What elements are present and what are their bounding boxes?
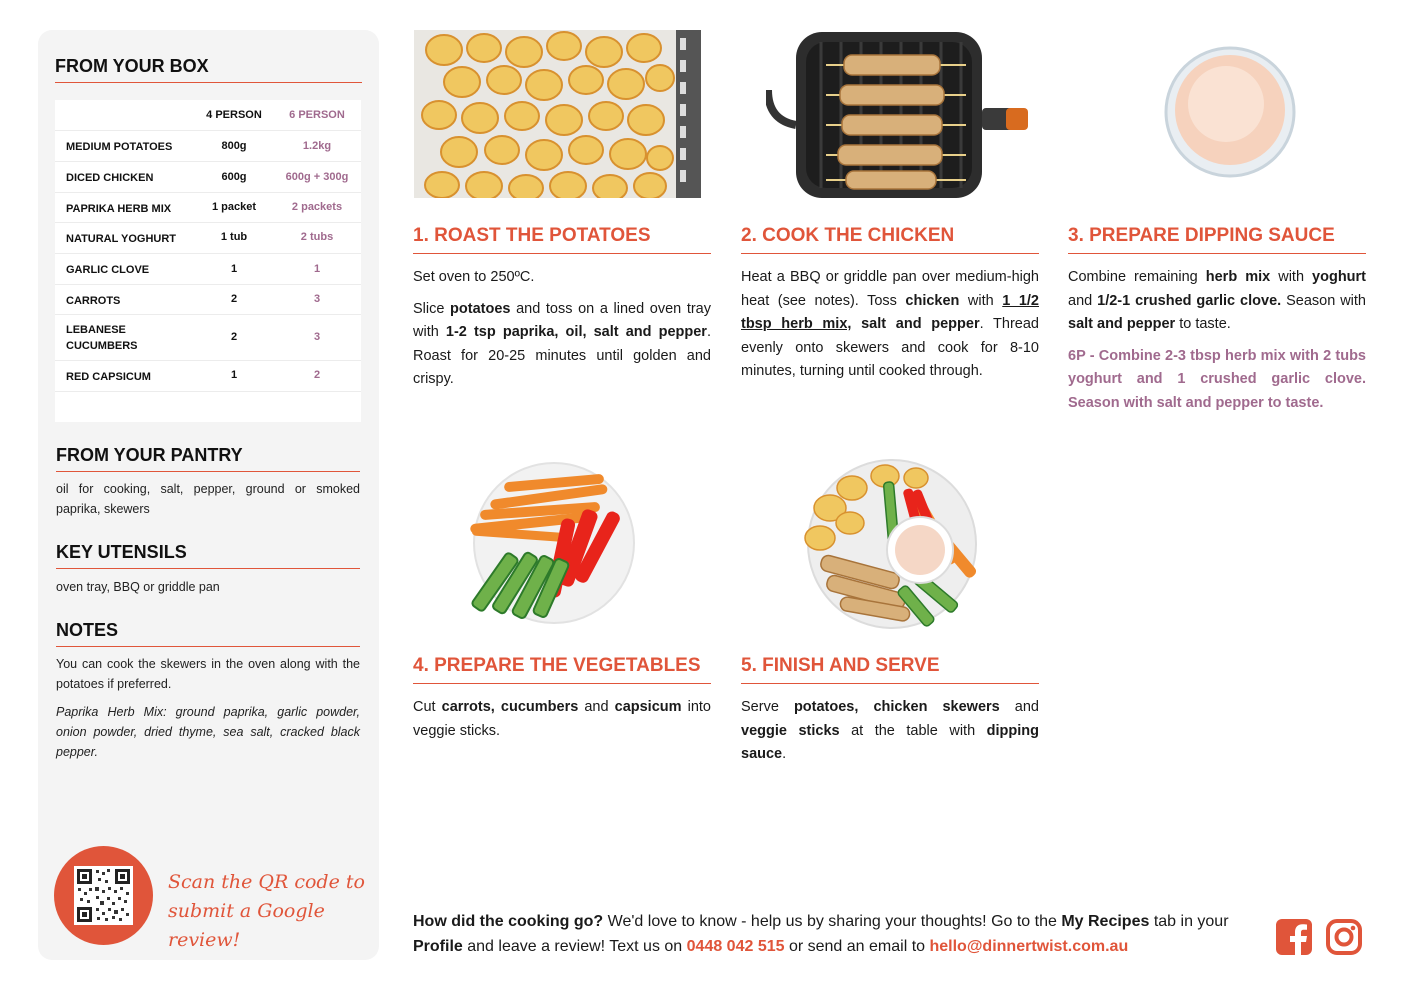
header-4-person: 4 PERSON: [206, 109, 262, 121]
text: with: [959, 292, 1003, 309]
qr-caption: [168, 868, 368, 955]
text: [851, 316, 861, 332]
qty-6-person: 2 tubs: [300, 231, 334, 243]
text: We'd love to know - help us by sharing your thoughts! Go to the: [603, 913, 1062, 930]
text: chicken: [905, 292, 960, 309]
phone-link[interactable]: 0448 042 515: [686, 938, 785, 955]
text: Slice: [413, 300, 451, 317]
from-your-box-title: FROM YOUR BOX: [55, 56, 362, 83]
ingredient-name: LEBANESE CUCUMBERS: [66, 324, 138, 352]
text: Serve: [741, 699, 794, 715]
text: with: [1270, 269, 1313, 285]
text: tab in your: [1149, 913, 1229, 930]
qty-4-person: 1: [230, 369, 238, 381]
text: dipping sauce: [741, 722, 1040, 762]
text: and: [999, 699, 1039, 715]
table-row: [55, 131, 361, 162]
utensils-text: oven tray, BBQ or griddle pan: [56, 580, 220, 594]
step-1-oven-line: Set oven to 250ºC.: [413, 269, 535, 285]
potatoes-photo: [414, 30, 701, 198]
chicken-griddle-photo: [766, 30, 1030, 198]
notes-text: You can cook the skewers in the oven along with the potatoes if preferred.: [56, 657, 360, 691]
text: yoghurt: [1312, 269, 1367, 285]
table-row: [55, 193, 361, 223]
text: Heat a BBQ or griddle pan over medium-high heat (see notes). Toss: [741, 269, 1039, 309]
qty-4-person: 600g: [221, 171, 247, 183]
text: veggie sticks: [741, 722, 840, 739]
text: potatoes: [450, 300, 511, 317]
qty-4-person: 1 packet: [211, 201, 257, 213]
instagram-icon[interactable]: [1325, 918, 1363, 956]
table-row: [55, 254, 361, 285]
qty-4-person: 1: [230, 263, 238, 275]
qr-code-icon[interactable]: [74, 866, 133, 925]
text: and: [578, 699, 615, 715]
qty-4-person: 1 tub: [220, 231, 248, 243]
step-4-instructions: [413, 696, 711, 743]
text: Cut: [413, 699, 442, 715]
text: to taste.: [1175, 316, 1231, 332]
qty-6-person: 2: [313, 369, 321, 381]
table-row: [55, 285, 361, 315]
table-row: [55, 361, 361, 392]
dipping-sauce-photo: [1160, 44, 1300, 180]
ingredient-name: CARROTS: [66, 295, 121, 307]
text: . Roast for 20-25 minutes until golden and crispy.: [413, 324, 711, 387]
step-1-title: 1. ROAST THE POTATOES: [413, 225, 711, 254]
text: Combine remaining: [1068, 269, 1206, 285]
text: 1/2-1 crushed garlic clove.: [1097, 292, 1282, 309]
ingredient-name: NATURAL YOGHURT: [66, 233, 176, 245]
step-3-body: [1068, 266, 1366, 423]
step-5-instructions: [741, 696, 1039, 767]
ingredient-name: PAPRIKA HERB MIX: [66, 203, 172, 215]
qr-caption-line-1: Scan the QR code to: [168, 871, 365, 893]
text: salt and pepper: [1068, 316, 1176, 332]
header-6-person: 6 PERSON: [289, 109, 345, 121]
step-3-six-person-note: 6P - Combine 2-3 tbsp herb mix with 2 tubs yoghurt and 1 crushed garlic clove. Season with salt and pepper to taste.: [1068, 347, 1366, 411]
ingredient-name: MEDIUM POTATOES: [66, 141, 173, 153]
qty-6-person: 3: [313, 293, 321, 305]
pantry-text: oil for cooking, salt, pepper, ground or smoked paprika, skewers: [56, 482, 360, 516]
review-footer: [413, 909, 1263, 959]
qty-6-person: 1: [313, 263, 321, 275]
qty-6-person: 3: [313, 331, 321, 343]
ingredients-panel: [38, 30, 379, 960]
ingredient-name: GARLIC CLOVE: [66, 264, 150, 276]
qty-6-person: 600g + 300g: [285, 171, 349, 183]
notes-title: NOTES: [56, 620, 360, 647]
table-row: [55, 223, 361, 254]
text: capsicum: [614, 699, 682, 715]
text: Season with: [1281, 292, 1366, 309]
text: potatoes, chicken skewers: [793, 699, 1000, 715]
step-1-body: [413, 266, 711, 400]
vegetables-photo: [460, 458, 644, 628]
qr-badge[interactable]: [54, 846, 153, 945]
profile-link[interactable]: Profile: [413, 938, 463, 955]
herb-mix-note: Paprika Herb Mix: ground paprika, garlic powder, onion powder, dried thyme, sea salt, cracked black pepper.: [56, 705, 360, 759]
step-5-title: 5. FINISH AND SERVE: [741, 655, 1039, 684]
table-row: [55, 162, 361, 193]
finished-platter-photo: [790, 458, 994, 630]
email-link[interactable]: hello@dinnertwist.com.au: [929, 938, 1129, 955]
text: . Thread evenly onto skewers and cook for 8-10 minutes, turning until cooked through.: [741, 316, 1039, 379]
my-recipes-link[interactable]: My Recipes: [1061, 913, 1150, 930]
qty-6-person: 2 packets: [291, 201, 343, 213]
ingredients-table: [55, 100, 361, 422]
text: and: [1068, 292, 1098, 309]
qty-4-person: 800g: [221, 140, 247, 152]
step-3-title: 3. PREPARE DIPPING SAUCE: [1068, 225, 1366, 254]
text: herb mix: [1205, 269, 1271, 285]
text: into veggie sticks.: [413, 699, 711, 739]
facebook-icon[interactable]: [1275, 918, 1313, 956]
qr-caption-line-2: submit a Google review!: [168, 900, 325, 951]
qty-4-person: 2: [230, 331, 238, 343]
qty-4-person: 2: [230, 293, 238, 305]
step-2-body: [741, 266, 1039, 392]
text: .: [782, 746, 787, 762]
key-utensils-title: KEY UTENSILS: [56, 542, 360, 569]
step-3-instructions: [1068, 266, 1366, 337]
step-2-title: 2. COOK THE CHICKEN: [741, 225, 1039, 254]
text: 1 1/2 tbsp herb mix,: [741, 292, 1039, 332]
qty-6-person: 1.2kg: [302, 140, 332, 152]
table-row: [55, 315, 361, 361]
ingredient-name: RED CAPSICUM: [66, 371, 151, 383]
text: and leave a review! Text us on: [462, 938, 687, 955]
step-5-body: [741, 696, 1039, 775]
text: salt and pepper: [861, 316, 980, 332]
table-header-row: [55, 100, 361, 131]
step-4-title: 4. PREPARE THE VEGETABLES: [413, 655, 711, 684]
text: and toss on a lined oven tray with: [413, 300, 711, 340]
text: carrots, cucumbers: [441, 699, 579, 715]
text: 1-2 tsp paprika, oil, salt and pepper: [445, 324, 707, 340]
step-4-body: [413, 696, 711, 751]
step-2-instructions: [741, 266, 1039, 384]
text: or send an email to: [784, 938, 930, 955]
text: How did the cooking go?: [413, 913, 604, 930]
text: at the table with: [839, 722, 987, 739]
from-your-pantry-title: FROM YOUR PANTRY: [56, 445, 360, 472]
ingredient-name: DICED CHICKEN: [66, 172, 154, 184]
step-1-instructions: [413, 298, 711, 392]
